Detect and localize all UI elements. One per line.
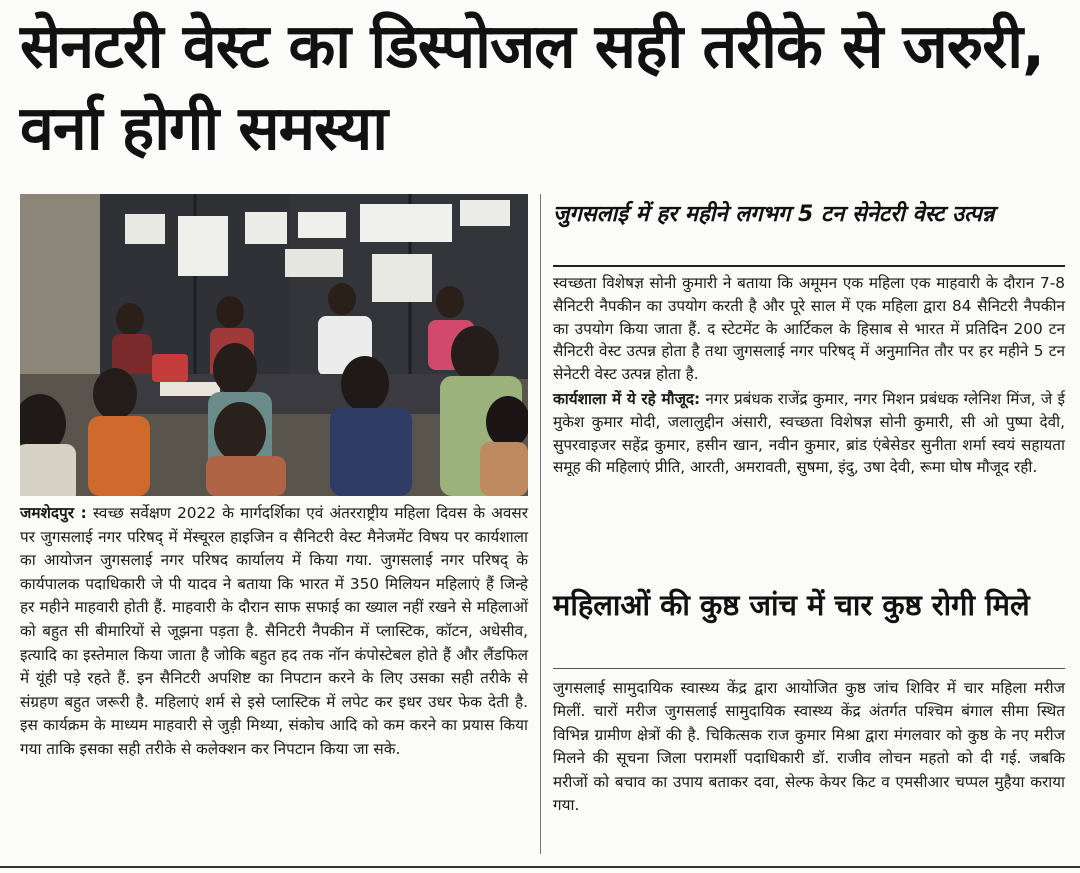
left-article-body: स्वच्छ सर्वेक्षण 2022 के मार्गदर्शिका एवं अंतरराष्ट्रीय महिला दिवस के अवसर पर जुगसलाई नगर परिषद् में मेंस्चूरल हाइजिन व सैनिटरी वेस्ट मैनेजमेंट विषय पर कार्यशाला का आयोजन जुगसलाई नगर परिषद कार्यालय में किया गया. जुगसलाई नगर परिषद् के कार्यपालक पदाधिकारी जे पी यादव ने बताया कि भारत में 350 मिलियन महिलाएं हैं जिन्हे हर महीने माहवारी होती हैं. माहवारी के दौरान साफ सफाई का ख्याल नहीं रखने से महिलाओं को बहुत सी बीमारियों से जूझना पड़ता है. सैनिटरी नैपकीन में प्लास्टिक, कॉटन, अधेसीव, इत्यादि का इस्तेमाल किया जाता है जोकि बहुत हद तक नॉन कंपोस्टेबल होते हैं और लैंडफिल में यूंही पड़े रहते हैं. इन सैनिटरी अपशिष्ट का निपटान करने के लिए उसका सही तरीके से संग्रहण बहुत जरूरी है. महिलाएं शर्म से इसे प्लास्टिक में लपेट कर इधर उधर फेक देती है. इस कार्यक्रम के माध्यम माहवारी से जुड़ी मिथ्या, संकोच आदि को कम करने का प्रयास किया गया ताकि इसका सही तरीके से कलेक्शन कर निपटान किया जा सके. <box>20 504 528 758</box>
right-article-para1: स्वच्छता विशेषज्ञ सोनी कुमारी ने बताया कि अमूमन एक महिला एक माहवारी के दौरान 7-8 सैनिटरी नैपकीन का उपयोग करती है और पूरे साल में एक महिला द्वारा 84 सैनिटरी नैपकीन का उपयोग किया जाता हैं. द स्टेटमेंट के आर्टिकल के हिसाब से भारत में प्रतिदिन 200 टन सैनिटरी वेस्ट उत्पन्न होता है तथा जुगसलाई नगर परिषद् में अनुमानित तौर पर हर महीने 5 टन सेनेटरी वेस्ट उत्पन्न होता है. <box>553 274 1065 384</box>
leprosy-article-text: जुगसलाई सामुदायिक स्वास्थ्य केंद्र द्वारा आयोजित कुष्ठ जांच शिविर में चार महिला मरीज मिलीं. चारों मरीज जुगसलाई सामुदायिक स्वास्थ्य केंद्र अंतर्गत पश्चिम बंगाल सीमा स्थित विभिन्न ग्रामीण क्षेत्रों की है. चिकित्सक राज कुमार मिश्रा द्वारा मंगलवार को कुष्ठ के नए मरीज मिलने की सूचना जिला परामर्शी पदाधिकारी डॉ. राजीव लोचन महतो को दी गई. जबकि मरीजों को बचाव का उपाय बताकर दवा, सेल्फ केयर किट व एमसीआर चप्पल मुहैया कराया गया. <box>553 679 1065 815</box>
subheading-rule <box>553 265 1065 267</box>
attendees-body: नगर प्रबंधक राजेंद्र कुमार, नगर मिशन प्रबंधक ग्लेनिश मिंज, जे ई मुकेश कुमार मोदी, जलालुद्दीन अंसारी, स्वच्छता विशेषज्ञ सोनी कुमारी, सी ओ पुष्पा देवी, सुपरवाइजर सहेंद्र कुमार, हसीन खान, नवीन कुमार, ब्रांड एंबेसेडर सुनीता शर्मा स्वयं सहायता समूह की महिलाएं प्रीति, आरती, अमरावती, सुषमा, इंदु, उषा देवी, रूमा घोष मौजूद रही. <box>553 389 1065 477</box>
dateline: जमशेदपुर : <box>20 504 87 522</box>
subheading-sanitary-waste: जुगसलाई में हर महीने लगभग 5 टन सेनेटरी वेस्ट उत्पन्न <box>553 202 995 227</box>
right-article-text <box>553 272 1065 479</box>
left-article-text <box>20 502 528 762</box>
headline: सेनटरी वेस्ट का डिस्पोजल सही तरीके से जरुरी, वर्ना होगी समस्या <box>20 11 1045 164</box>
photo-illustration <box>20 194 528 496</box>
workshop-photo-icon <box>20 194 528 496</box>
bottom-rule <box>0 866 1080 868</box>
right-article-para2 <box>553 388 1065 479</box>
leprosy-heading: महिलाओं की कुष्ठ जांच में चार कुष्ठ रोगी मिले <box>553 588 1030 622</box>
leprosy-heading-rule <box>553 668 1065 669</box>
attendees-lead: कार्यशाला में ये रहे मौजूद: <box>553 389 701 408</box>
column-divider <box>540 194 541 854</box>
